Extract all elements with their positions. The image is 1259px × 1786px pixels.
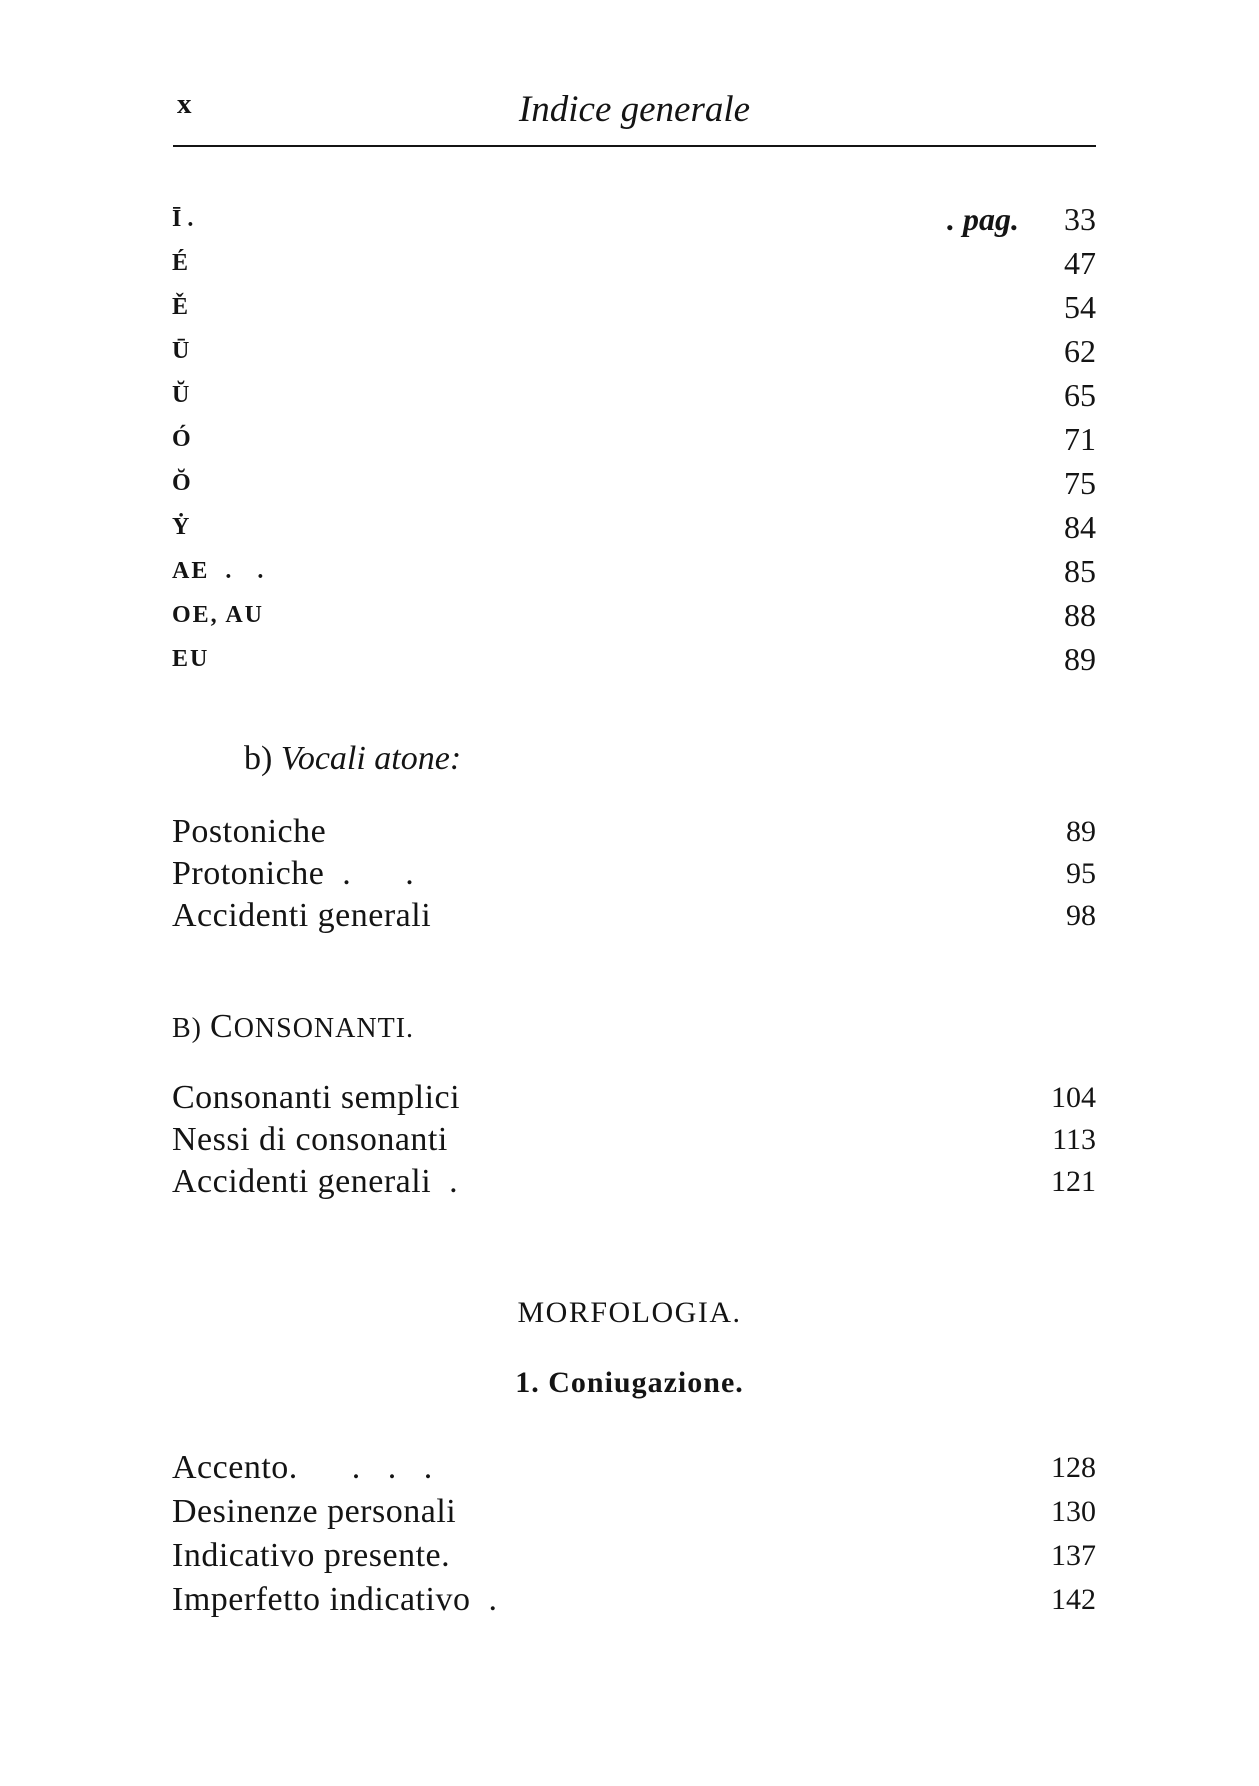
entry-label: Ŏ — [172, 470, 191, 496]
entry-label: Indicativo presente. — [172, 1537, 451, 1574]
section-prefix: B) — [172, 1013, 202, 1044]
subsection-title: Vocali atone: — [280, 740, 462, 777]
toc-entry — [172, 508, 1096, 548]
entry-label: OE, AU — [172, 602, 265, 628]
toc-entry — [172, 1162, 1096, 1202]
pag-label: . pag. — [947, 201, 1019, 237]
entry-label: Postoniche — [172, 813, 327, 850]
entry-page: 85 — [1064, 553, 1096, 589]
subsection-prefix: b) — [244, 740, 273, 777]
entry-label: Ū — [172, 338, 190, 364]
entry-label: Accidenti generali — [172, 897, 432, 934]
entry-page: 121 — [1051, 1165, 1096, 1198]
section-initial: C — [210, 1008, 234, 1045]
entry-label: Ẏ — [172, 514, 190, 540]
toc-entry — [172, 376, 1096, 416]
page-number: x — [177, 88, 192, 120]
entry-label: EU — [172, 646, 210, 672]
toc-entry — [172, 854, 1096, 894]
entry-page: 88 — [1064, 597, 1096, 633]
entry-label: É — [172, 250, 189, 276]
entry-page: 128 — [1051, 1451, 1096, 1484]
section-heading — [172, 1008, 414, 1046]
toc-entry — [172, 552, 1096, 592]
entry-page: 142 — [1051, 1583, 1096, 1616]
toc-entry — [172, 1492, 1096, 1532]
entry-label: Protoniche . . — [172, 855, 415, 892]
running-title: Indice generale — [518, 89, 751, 130]
toc-entry — [172, 464, 1096, 504]
toc-entry — [172, 1536, 1096, 1576]
entry-page: 113 — [1052, 1123, 1096, 1156]
chapter-heading: 1. Coniugazione. — [515, 1366, 744, 1399]
toc-entry — [172, 420, 1096, 460]
entry-page: 98 — [1066, 899, 1096, 932]
entry-page: 62 — [1064, 333, 1096, 369]
entry-page: 65 — [1064, 377, 1096, 413]
running-header — [173, 88, 1096, 128]
entry-page: 130 — [1051, 1495, 1096, 1528]
toc-entry — [172, 1580, 1096, 1620]
entry-page: 47 — [1064, 245, 1096, 281]
entry-page: 33 — [1064, 201, 1096, 237]
entry-page: 71 — [1064, 421, 1096, 457]
toc-entry — [172, 896, 1096, 936]
entry-label: Desinenze personali — [172, 1493, 457, 1530]
section-title: ONSONANTI. — [233, 1013, 415, 1044]
entry-label: AE . . — [172, 558, 266, 584]
toc-entry — [172, 200, 1096, 240]
entry-page: 95 — [1066, 857, 1096, 890]
entry-page: 137 — [1051, 1539, 1096, 1572]
toc-entry — [172, 288, 1096, 328]
toc-entry — [172, 244, 1096, 284]
entry-page: 89 — [1064, 641, 1096, 677]
entry-page: 89 — [1066, 815, 1096, 848]
toc-entry — [172, 1120, 1096, 1160]
subsection-heading — [244, 740, 461, 778]
entry-page: 104 — [1051, 1081, 1096, 1114]
entry-page: 54 — [1064, 289, 1096, 325]
toc-entry — [172, 1078, 1096, 1118]
toc-entry — [172, 1448, 1096, 1488]
entry-label: Ī . — [172, 206, 194, 232]
entry-label: Accento. . . . — [172, 1449, 433, 1486]
entry-label: Consonanti semplici — [172, 1079, 461, 1116]
entry-page: 84 — [1064, 509, 1096, 545]
entry-label: Ě — [172, 294, 189, 320]
entry-label: Ó — [172, 426, 191, 452]
toc-entry — [172, 596, 1096, 636]
toc-entry — [172, 640, 1096, 680]
entry-page: 75 — [1064, 465, 1096, 501]
header-rule — [173, 145, 1096, 147]
part-heading: MORFOLOGIA. — [517, 1296, 742, 1329]
entry-label: Ŭ — [172, 382, 190, 408]
toc-entry — [172, 812, 1096, 852]
toc-entry — [172, 332, 1096, 372]
entry-label: Imperfetto indicativo . — [172, 1581, 498, 1618]
entry-label: Accidenti generali . — [172, 1163, 459, 1200]
entry-label: Nessi di consonanti — [172, 1121, 448, 1158]
